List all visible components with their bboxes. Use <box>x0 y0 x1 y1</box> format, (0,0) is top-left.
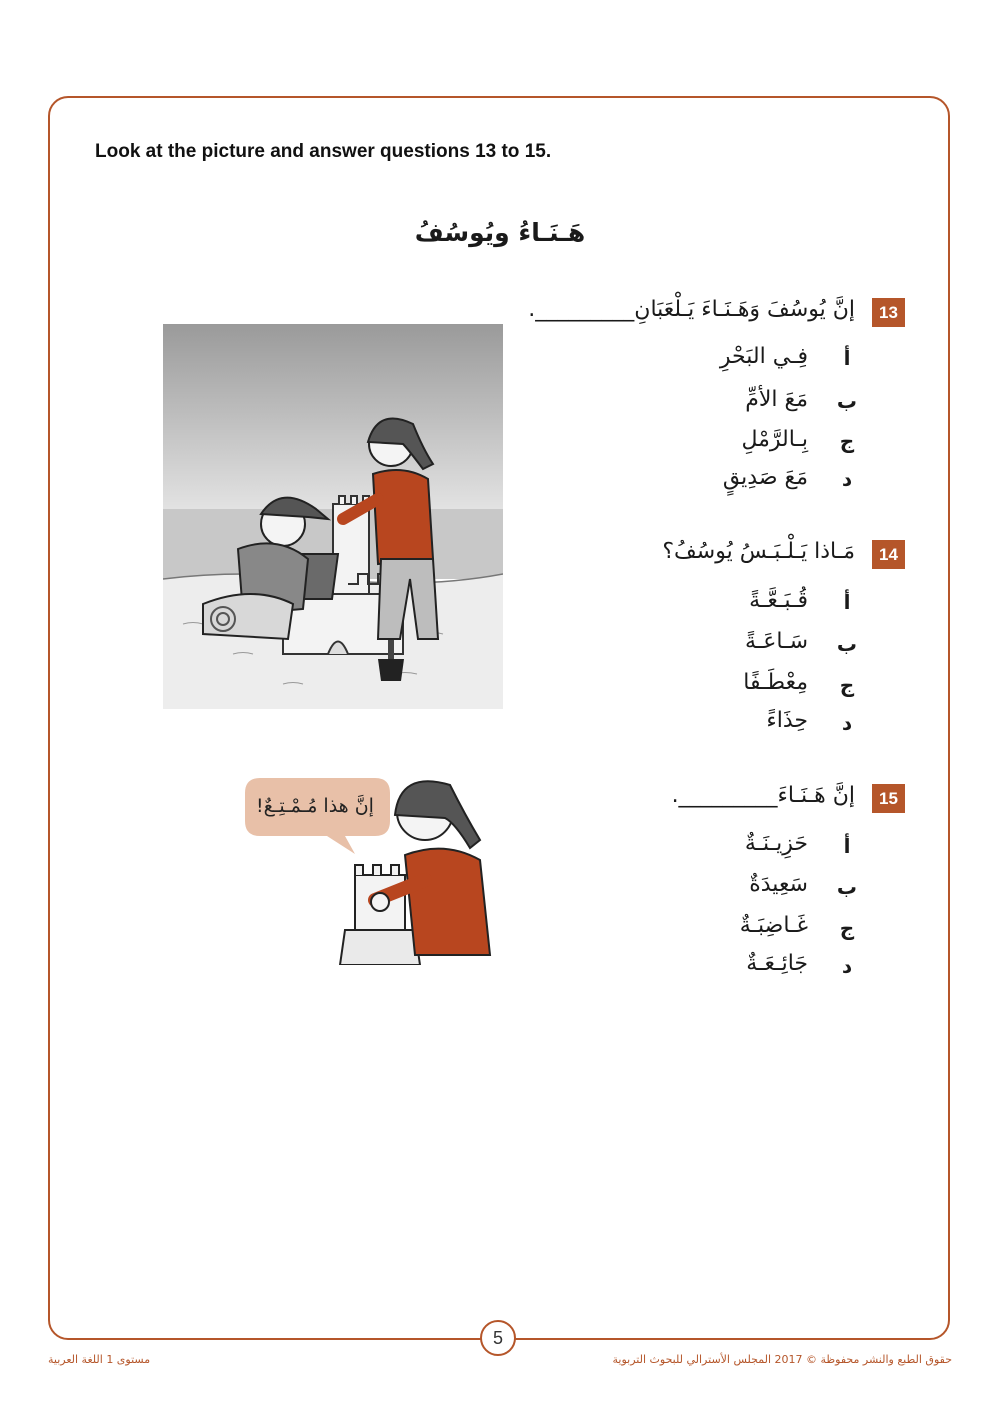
option-letter: د <box>841 711 853 735</box>
option-a-text[interactable]: فِـي البَحْرِ <box>719 344 808 369</box>
question-13-text: إنَّ يُوسُفَ وَهَـنَـاءَ يَـلْعَبَانِ_________. <box>528 297 855 322</box>
question-14-text: مَـاذا يَـلْـبَـسُ يُوسُفُ؟ <box>662 539 855 564</box>
speech-bubble-text: إنَّ هذا مُـمْـتِـعٌ! <box>256 795 374 817</box>
beach-illustration <box>163 324 503 709</box>
option-letter: ج <box>839 429 855 453</box>
question-15-text: إنَّ هَـنَـاءَ_________. <box>671 783 855 808</box>
option-b-text[interactable]: سَعِيدَةٌ <box>749 872 808 897</box>
option-a-text[interactable]: قُـبَـعَّـةً <box>749 588 808 613</box>
footer-level-label: مستوى 1 اللغة العربية <box>48 1353 151 1366</box>
option-c-text[interactable]: مِعْطَـفًا <box>743 670 808 695</box>
question-14-number: 14 <box>872 540 905 569</box>
option-c-text[interactable]: غَـاضِبَـةٌ <box>739 913 808 938</box>
option-letter: ج <box>839 916 855 940</box>
question-15-number: 15 <box>872 784 905 813</box>
option-letter: أ <box>843 346 851 370</box>
option-d-text[interactable]: جَائِـعَـةٌ <box>746 951 808 976</box>
option-b-text[interactable]: سَـاعَـةً <box>745 629 808 654</box>
option-letter: ب <box>836 875 857 899</box>
option-letter: د <box>841 954 853 978</box>
page-frame <box>48 96 950 1340</box>
option-d-text[interactable]: مَعَ صَدِيقٍ <box>722 465 808 490</box>
option-b-text[interactable]: مَعَ الأمِّ <box>745 387 808 412</box>
option-letter: ب <box>836 389 857 413</box>
option-a-text[interactable]: حَزِيـنَـةٌ <box>744 831 808 856</box>
option-d-text[interactable]: حِذَاءً <box>766 708 808 733</box>
option-letter: أ <box>843 834 851 858</box>
instruction-text: Look at the picture and answer questions 13 to 15. <box>95 141 552 162</box>
option-letter: ب <box>836 632 857 656</box>
option-letter: أ <box>843 590 851 614</box>
footer-copyright: حقوق الطبع والنشر محفوظة © 2017 المجلس الأسترالي للبحوث التربوية <box>612 1353 952 1366</box>
sky <box>163 324 503 514</box>
page-number: 5 <box>480 1320 516 1356</box>
page-title: هَـنَـاءُ ويُوسُفُ <box>414 218 586 247</box>
option-letter: د <box>841 467 853 491</box>
option-letter: ج <box>839 673 855 697</box>
option-c-text[interactable]: بِـالرَّمْلِ <box>741 427 808 452</box>
question-13-number: 13 <box>872 298 905 327</box>
